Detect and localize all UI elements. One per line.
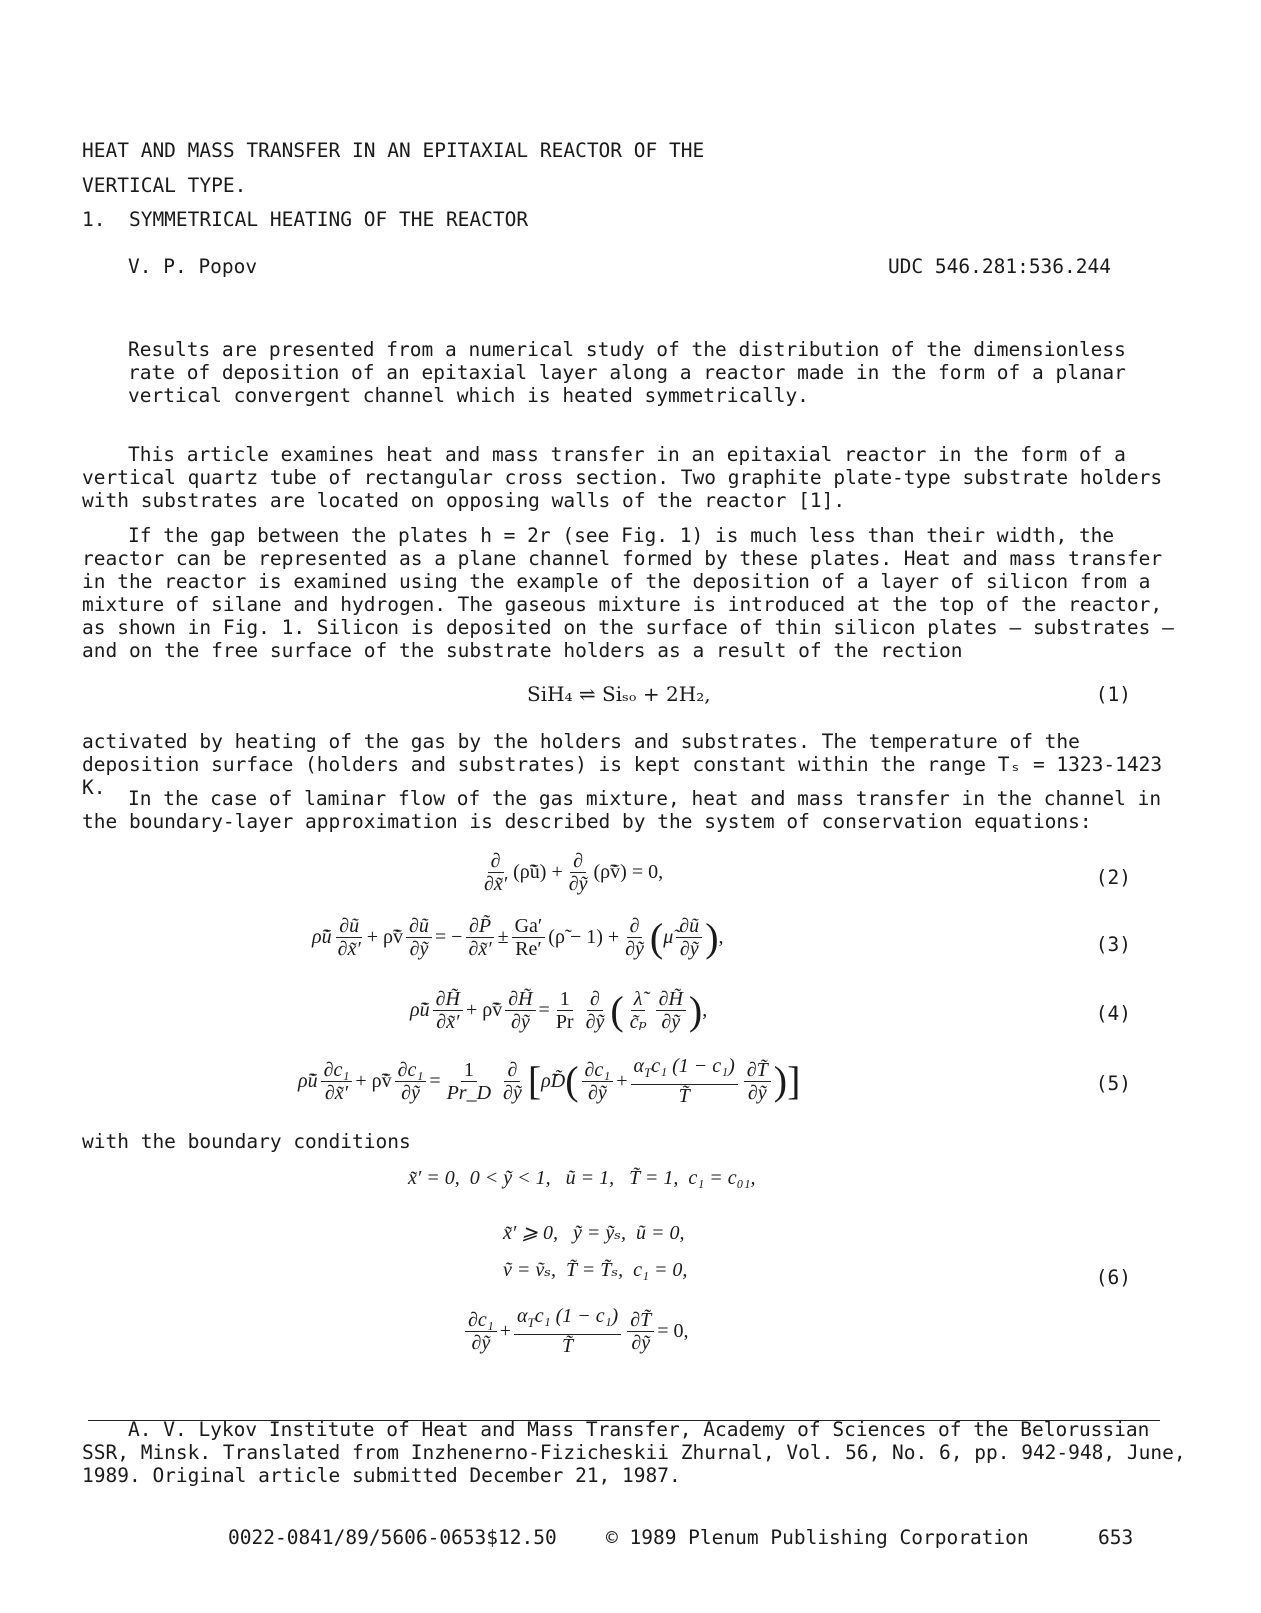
equation-number-2: (2) (1095, 866, 1131, 889)
equation-4: ρ̃ũ $\frac{\partial H̃}{\partial x̃'}$ + ρ̃ṽ $\frac{\partial H̃}{\text{∂ỹ}}$ = $\frac{1}{Pr}$ $\frac{\partial}{\text{∂ỹ}}$ ( $\frac{\lambdã}{\text{c̃ₚ}}$ $\frac{\partial H̃}{\text{∂ỹ}}$ ) , (410, 987, 708, 1033)
equation-1: SiH₄ ⇌ Siₛₒ + 2H₂, (527, 682, 711, 706)
title-line-2: VERTICAL TYPE. (82, 174, 247, 197)
paragraph-4: In the case of laminar flow of the gas mixture, heat and mass transfer in the channel in the boundary-layer approximation is described by the system of conservation equations: (82, 787, 1162, 833)
paragraph-2: If the gap between the plates h = 2r (see Fig. 1) is much less than their width, the reactor can be represented as a plane channel formed by these plates. Heat and mass transfer in the reactor is examined using the example of the deposition of a layer of silicon from a mixture of silane and hydrogen. The gaseous mixture is introduced at the top of the reactor, as shown in Fig. 1. Silicon is deposited on the surface of thin silicon plates — substrates — and on the free surface of the substrate holders as a result of the rection (82, 524, 1174, 662)
footnote: A. V. Lykov Institute of Heat and Mass Transfer, Academy of Sciences of the Belorussian SSR, Minsk. Translated from Inzhenerno-Fizicheskii Zhurnal, Vol. 56, No. 6, pp. 942-948, June, 1989. Original article submitted December 21, 1987. (82, 1418, 1186, 1487)
udc-code: UDC 546.281:536.244 (887, 255, 1111, 278)
ga-label: Ga′ (512, 915, 546, 938)
pr-label: Pr (555, 1011, 574, 1033)
paragraph-3: activated by heating of the gas by the holders and substrates. The temperature of the deposition surface (holders and substrates) is kept constant within the range Tₛ = 1323-1423 K. (82, 730, 1163, 799)
abstract: Results are presented from a numerical study of the distribution of the dimensionless rate of deposition of an epitaxial layer along a reactor made in the form of a planar vertical convergent channel which is heated symmetrically. (128, 338, 1126, 407)
footer-copyright: © 1989 Plenum Publishing Corporation (606, 1526, 1029, 1549)
boundary-condition-4-rhs: = 0, (657, 1319, 689, 1342)
prd-label: Pr_D (446, 1081, 492, 1104)
equation-number-1: (1) (1095, 683, 1131, 706)
equation-number-4: (4) (1095, 1002, 1131, 1025)
title-line-1: HEAT AND MASS TRANSFER IN AN EPITAXIAL REACTOR OF THE (82, 139, 705, 162)
boundary-condition-2: x̃′ ⩾ 0, ỹ = ỹₛ, ũ = 0, (503, 1222, 685, 1244)
equation-number-5: (5) (1095, 1072, 1131, 1095)
boundary-condition-3: ṽ = ṽₛ, T̃ = T̃ₛ, c₁ = 0, (503, 1259, 688, 1281)
title-line-3: 1. SYMMETRICAL HEATING OF THE REACTOR (82, 208, 529, 231)
equation-number-6: (6) (1095, 1266, 1131, 1289)
page-number: 653 (1098, 1526, 1134, 1549)
paragraph-5: with the boundary conditions (82, 1130, 411, 1153)
boundary-condition-1: x̃′ = 0, 0 < ỹ < 1, ũ = 1, T̃ = 1, c₁ = c₀₁, (408, 1167, 756, 1189)
equation-2-rhs: = 0, (631, 861, 664, 883)
paragraph-1: This article examines heat and mass transfer in an epitaxial reactor in the form of a vertical quartz tube of rectangular cross section. Two graphite plate-type substrate holders with substrates are located on opposing walls of the reactor [1]. (82, 443, 1163, 512)
equation-3: ρ̃ũ $\frac{\partial ũ}{\partial x̃'}$ + ρ̃ṽ $\frac{\partial ũ}{\text{∂ỹ}}$ = − $\frac{\partial P̃}{\partial x̃'}$ ± $\frac{Ga'}{Re'}$ (ρ̃ − 1) + $\frac{\partial}{\text{∂ỹ}}$ ( μ̃ $\frac{\partial ũ}{\text{∂ỹ}}$ ) , (312, 914, 724, 960)
equation-5: ρ̃ũ $\frac{\text{∂c₁}}{\partial x̃'}$ + ρ̃ṽ $\frac{\text{∂c₁}}{\text{∂ỹ}}$ = $\frac{1}{Pr\_D}$ $\frac{\partial}{\text{∂ỹ}}$ [ ρ̃D̃ ( $\frac{\text{∂c₁}}{\text{∂ỹ}}$ + $\frac{\alpha_Tc_1 (1 - c_1)}{T̃}$ $\frac{\partial T̃}{\text{∂ỹ}}$ )] (298, 1055, 801, 1107)
re-label: Re′ (515, 938, 542, 960)
equation-number-3: (3) (1095, 933, 1131, 956)
equation-2: $\frac{\partial}{\partial x̃'}$ (ρ̃ũ) + $\frac{\partial}{\text{∂ỹ}}$ (ρ̃ṽ) = 0, (484, 850, 664, 895)
footer-code: 0022-0841/89/5606-0653$12.50 (228, 1526, 557, 1549)
boundary-condition-4: $\frac{\text{∂c₁}}{\text{∂ỹ}}$ + $\frac{\alpha_Tc_1 (1 - c_1)}{T̃}$ $\frac{\partial T̃}{\text{∂ỹ}}$ = 0, (462, 1305, 689, 1357)
author: V. P. Popov (128, 255, 258, 278)
